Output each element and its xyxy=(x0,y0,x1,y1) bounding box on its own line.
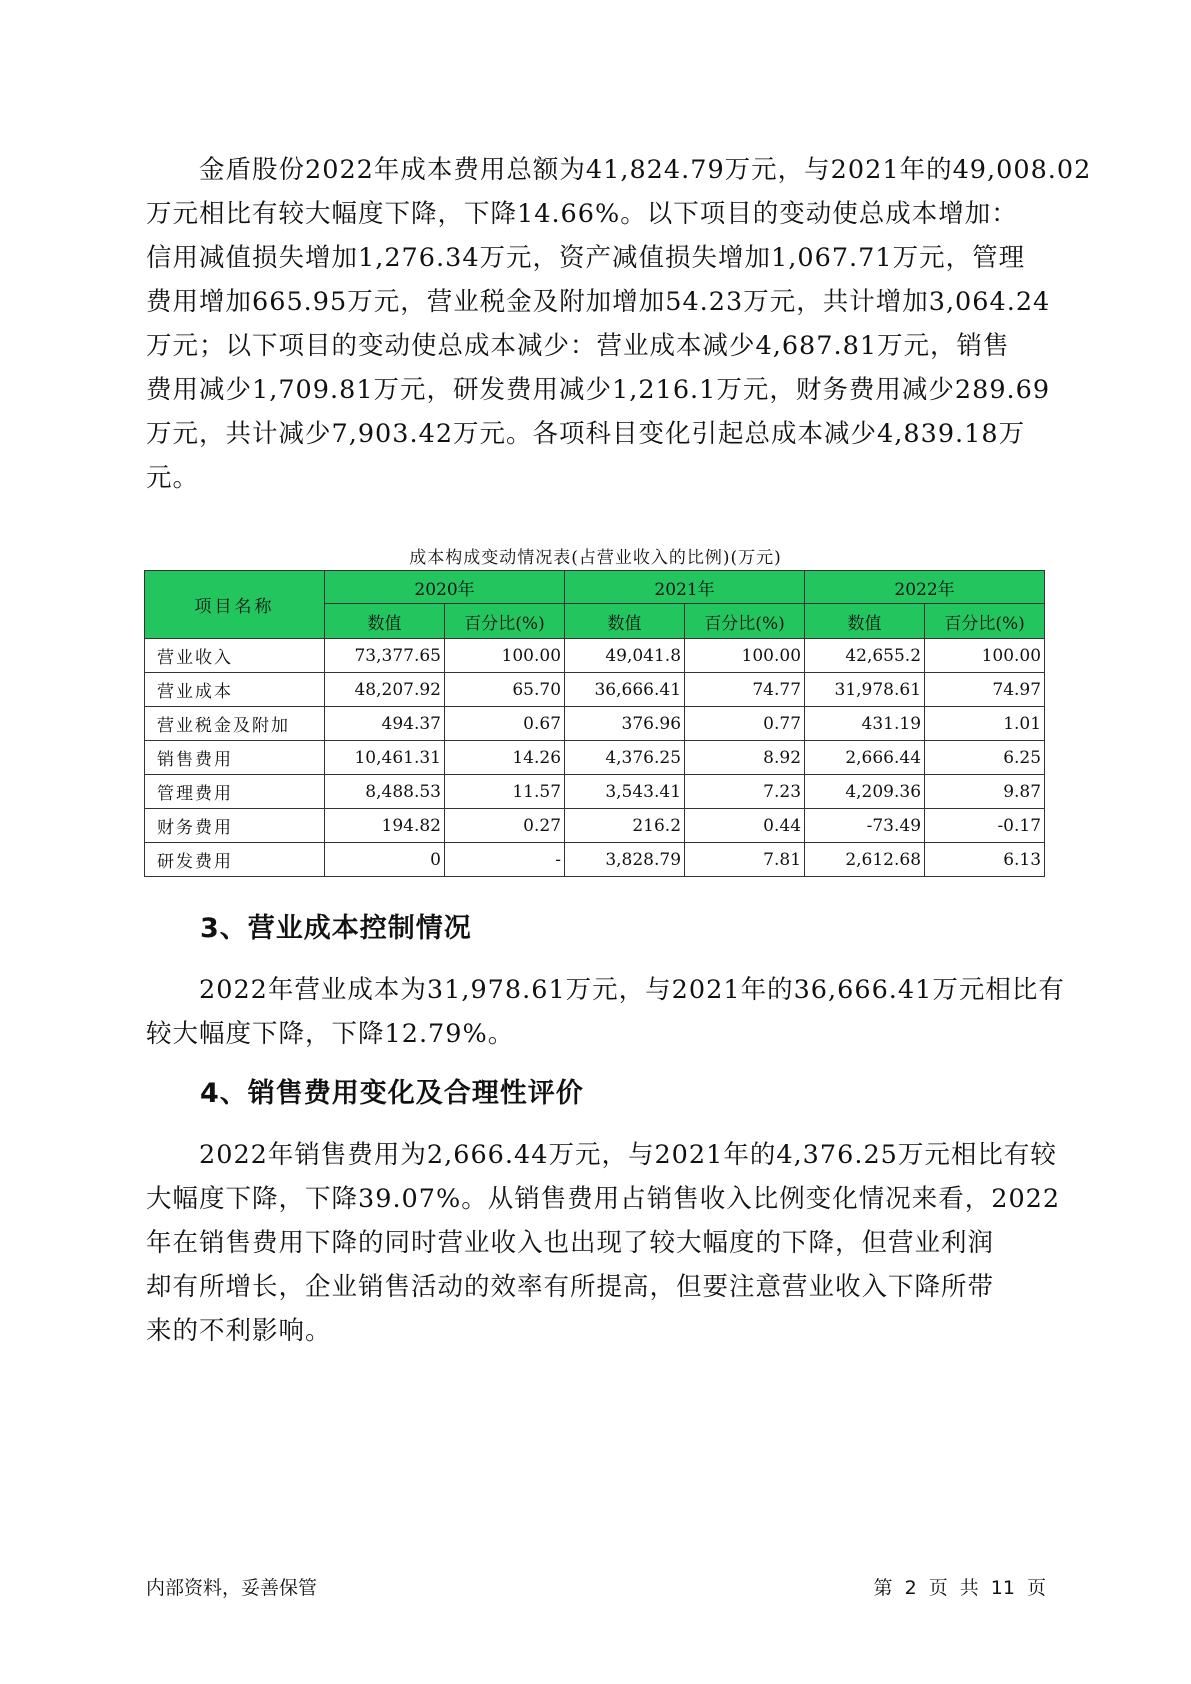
percent-cell: 1.01 xyxy=(925,707,1045,741)
section-3-paragraph xyxy=(146,968,1065,1056)
value-cell: 49,041.8 xyxy=(565,639,685,673)
table-row xyxy=(145,707,1045,741)
table-row xyxy=(145,673,1045,707)
value-cell: 2,666.44 xyxy=(805,741,925,775)
percent-header: 百分比(%) xyxy=(445,604,565,639)
value-cell: 42,655.2 xyxy=(805,639,925,673)
value-cell: 48,207.92 xyxy=(325,673,445,707)
value-cell: -73.49 xyxy=(805,809,925,843)
value-cell: 36,666.41 xyxy=(565,673,685,707)
row-label: 营业成本 xyxy=(145,673,325,707)
percent-cell: 9.87 xyxy=(925,775,1045,809)
paragraph-line: 年在销售费用下降的同时营业收入也出现了较大幅度的下降，但营业利润 xyxy=(146,1228,995,1258)
percent-cell: 65.70 xyxy=(445,673,565,707)
percent-cell: 11.57 xyxy=(445,775,565,809)
table-row xyxy=(145,741,1045,775)
value-header: 数值 xyxy=(325,604,445,639)
percent-cell: 8.92 xyxy=(685,741,805,775)
item-name-header: 项目名称 xyxy=(145,571,325,639)
value-cell: 431.19 xyxy=(805,707,925,741)
paragraph-line: 却有所增长，企业销售活动的效率有所提高，但要注意营业收入下降所带 xyxy=(146,1272,995,1302)
section-4-paragraph xyxy=(146,1133,1061,1353)
value-cell: 4,209.36 xyxy=(805,775,925,809)
percent-header: 百分比(%) xyxy=(925,604,1045,639)
section-3-heading: 3、营业成本控制情况 xyxy=(200,913,472,944)
value-cell: 8,488.53 xyxy=(325,775,445,809)
footer-page-number: 第 2 页 共 11 页 xyxy=(873,1577,1046,1599)
percent-cell: 0.44 xyxy=(685,809,805,843)
value-cell: 4,376.25 xyxy=(565,741,685,775)
row-label: 研发费用 xyxy=(145,843,325,877)
value-cell: 2,612.68 xyxy=(805,843,925,877)
value-cell: 194.82 xyxy=(325,809,445,843)
paragraph-line: 金盾股份2022年成本费用总额为41,824.79万元，与2021年的49,008.02 xyxy=(146,155,1092,185)
percent-cell: 74.77 xyxy=(685,673,805,707)
value-cell: 0 xyxy=(325,843,445,877)
row-label: 财务费用 xyxy=(145,809,325,843)
value-header: 数值 xyxy=(565,604,685,639)
percent-cell: 7.23 xyxy=(685,775,805,809)
paragraph-line: 2022年销售费用为2,666.44万元，与2021年的4,376.25万元相比有较 xyxy=(146,1140,1057,1170)
row-label: 管理费用 xyxy=(145,775,325,809)
value-cell: 494.37 xyxy=(325,707,445,741)
percent-cell: 6.13 xyxy=(925,843,1045,877)
percent-cell: 0.77 xyxy=(685,707,805,741)
paragraph-line: 信用减值损失增加1,276.34万元，资产减值损失增加1,067.71万元，管理 xyxy=(146,243,1026,273)
paragraph-line: 费用增加665.95万元，营业税金及附加增加54.23万元，共计增加3,064.24 xyxy=(146,287,1051,317)
paragraph-line: 较大幅度下降，下降12.79%。 xyxy=(146,1019,515,1049)
value-cell: 3,828.79 xyxy=(565,843,685,877)
percent-cell: - xyxy=(445,843,565,877)
paragraph-line: 万元；以下项目的变动使总成本减少：营业成本减少4,687.81万元，销售 xyxy=(146,331,1010,361)
percent-cell: 100.00 xyxy=(685,639,805,673)
percent-cell: 0.27 xyxy=(445,809,565,843)
percent-cell: 6.25 xyxy=(925,741,1045,775)
row-label: 营业收入 xyxy=(145,639,325,673)
value-cell: 376.96 xyxy=(565,707,685,741)
percent-cell: 100.00 xyxy=(445,639,565,673)
year-header-2020: 2020年 xyxy=(325,571,565,604)
value-cell: 3,543.41 xyxy=(565,775,685,809)
percent-header: 百分比(%) xyxy=(685,604,805,639)
value-cell: 216.2 xyxy=(565,809,685,843)
row-label: 销售费用 xyxy=(145,741,325,775)
table-row xyxy=(145,843,1045,877)
percent-cell: 7.81 xyxy=(685,843,805,877)
cost-structure-table xyxy=(144,570,1045,877)
percent-cell: 100.00 xyxy=(925,639,1045,673)
paragraph-line: 万元，共计减少7,903.42万元。各项科目变化引起总成本减少4,839.18万 xyxy=(146,419,1026,449)
year-header-2021: 2021年 xyxy=(565,571,805,604)
table-row xyxy=(145,639,1045,673)
percent-cell: 14.26 xyxy=(445,741,565,775)
footer-confidential-note: 内部资料，妥善保管 xyxy=(146,1577,318,1599)
paragraph-line: 费用减少1,709.81万元，研发费用减少1,216.1万元，财务费用减少289.69 xyxy=(146,375,1051,405)
table-caption: 成本构成变动情况表(占营业收入的比例)(万元) xyxy=(409,548,782,568)
table-row xyxy=(145,775,1045,809)
value-header: 数值 xyxy=(805,604,925,639)
year-header-2022: 2022年 xyxy=(805,571,1045,604)
paragraph-line: 2022年营业成本为31,978.61万元，与2021年的36,666.41万元相比有 xyxy=(146,975,1065,1005)
section-4-heading: 4、销售费用变化及合理性评价 xyxy=(200,1078,584,1109)
value-cell: 73,377.65 xyxy=(325,639,445,673)
paragraph-line: 来的不利影响。 xyxy=(146,1316,332,1346)
percent-cell: 0.67 xyxy=(445,707,565,741)
value-cell: 31,978.61 xyxy=(805,673,925,707)
paragraph-line: 万元相比有较大幅度下降，下降14.66%。以下项目的变动使总成本增加： xyxy=(146,199,1018,229)
value-cell: 10,461.31 xyxy=(325,741,445,775)
table-header-row xyxy=(145,571,1045,604)
row-label: 营业税金及附加 xyxy=(145,707,325,741)
percent-cell: -0.17 xyxy=(925,809,1045,843)
summary-paragraph xyxy=(146,148,1092,500)
percent-cell: 74.97 xyxy=(925,673,1045,707)
table-row xyxy=(145,809,1045,843)
paragraph-line: 大幅度下降，下降39.07%。从销售费用占销售收入比例变化情况来看，2022 xyxy=(146,1184,1061,1214)
paragraph-line: 元。 xyxy=(146,463,200,493)
